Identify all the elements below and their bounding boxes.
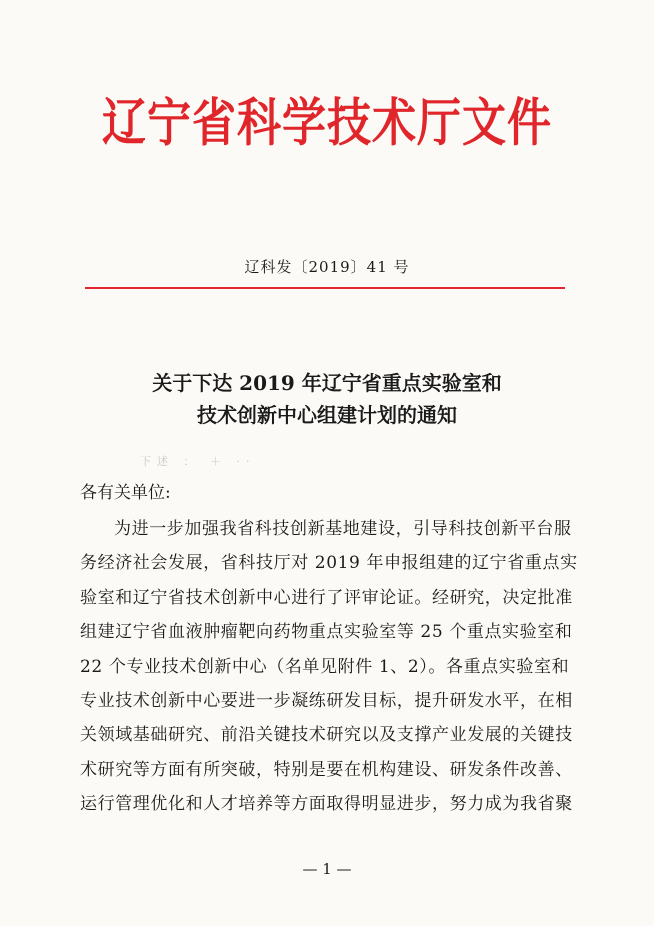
body-paragraph bbox=[80, 512, 578, 822]
notice-title-line-2: 技术创新中心组建计划的通知 bbox=[197, 403, 457, 427]
body-line: 运行管理优化和人才培养等方面取得明显进步，努力成为我省聚 bbox=[80, 794, 573, 815]
body-line: 关领域基础研究、前沿关键技术研究以及支撑产业发展的关键技 bbox=[80, 725, 573, 746]
body-line: 22 个专业技术创新中心（名单见附件 1、2）。各重点实验室和 bbox=[80, 656, 570, 677]
page-number: — 1 — bbox=[302, 860, 352, 878]
body-line: 务经济社会发展，省科技厅对 2019 年申报组建的辽宁省重点实 bbox=[80, 553, 578, 574]
body-line: 术研究等方面有所突破，特别是要在机构建设、研发条件改善、 bbox=[80, 759, 573, 780]
red-divider-line bbox=[85, 287, 565, 289]
body-line: 组建辽宁省血液肿瘤靶向药物重点实验室等 25 个重点实验室和 bbox=[80, 622, 573, 643]
notice-title bbox=[0, 367, 654, 431]
body-line: 为进一步加强我省科技创新基地建设，引导科技创新平台服 bbox=[114, 519, 572, 539]
body-line: 专业技术创新中心要进一步凝练研发目标，提升研发水平，在相 bbox=[80, 691, 573, 712]
salutation: 各有关单位: bbox=[80, 483, 171, 503]
body-line: 验室和辽宁省技术创新中心进行了评审论证。经研究，决定批准 bbox=[80, 587, 573, 608]
notice-title-line-1: 关于下达 2019 年辽宁省重点实验室和 bbox=[152, 371, 502, 395]
document-number: 辽科发〔2019〕41 号 bbox=[244, 258, 410, 276]
faint-handwritten-mark: 下述 ： ＋ ·· bbox=[140, 455, 256, 468]
issuing-org-title: 辽宁省科学技术厅文件 bbox=[102, 93, 552, 154]
